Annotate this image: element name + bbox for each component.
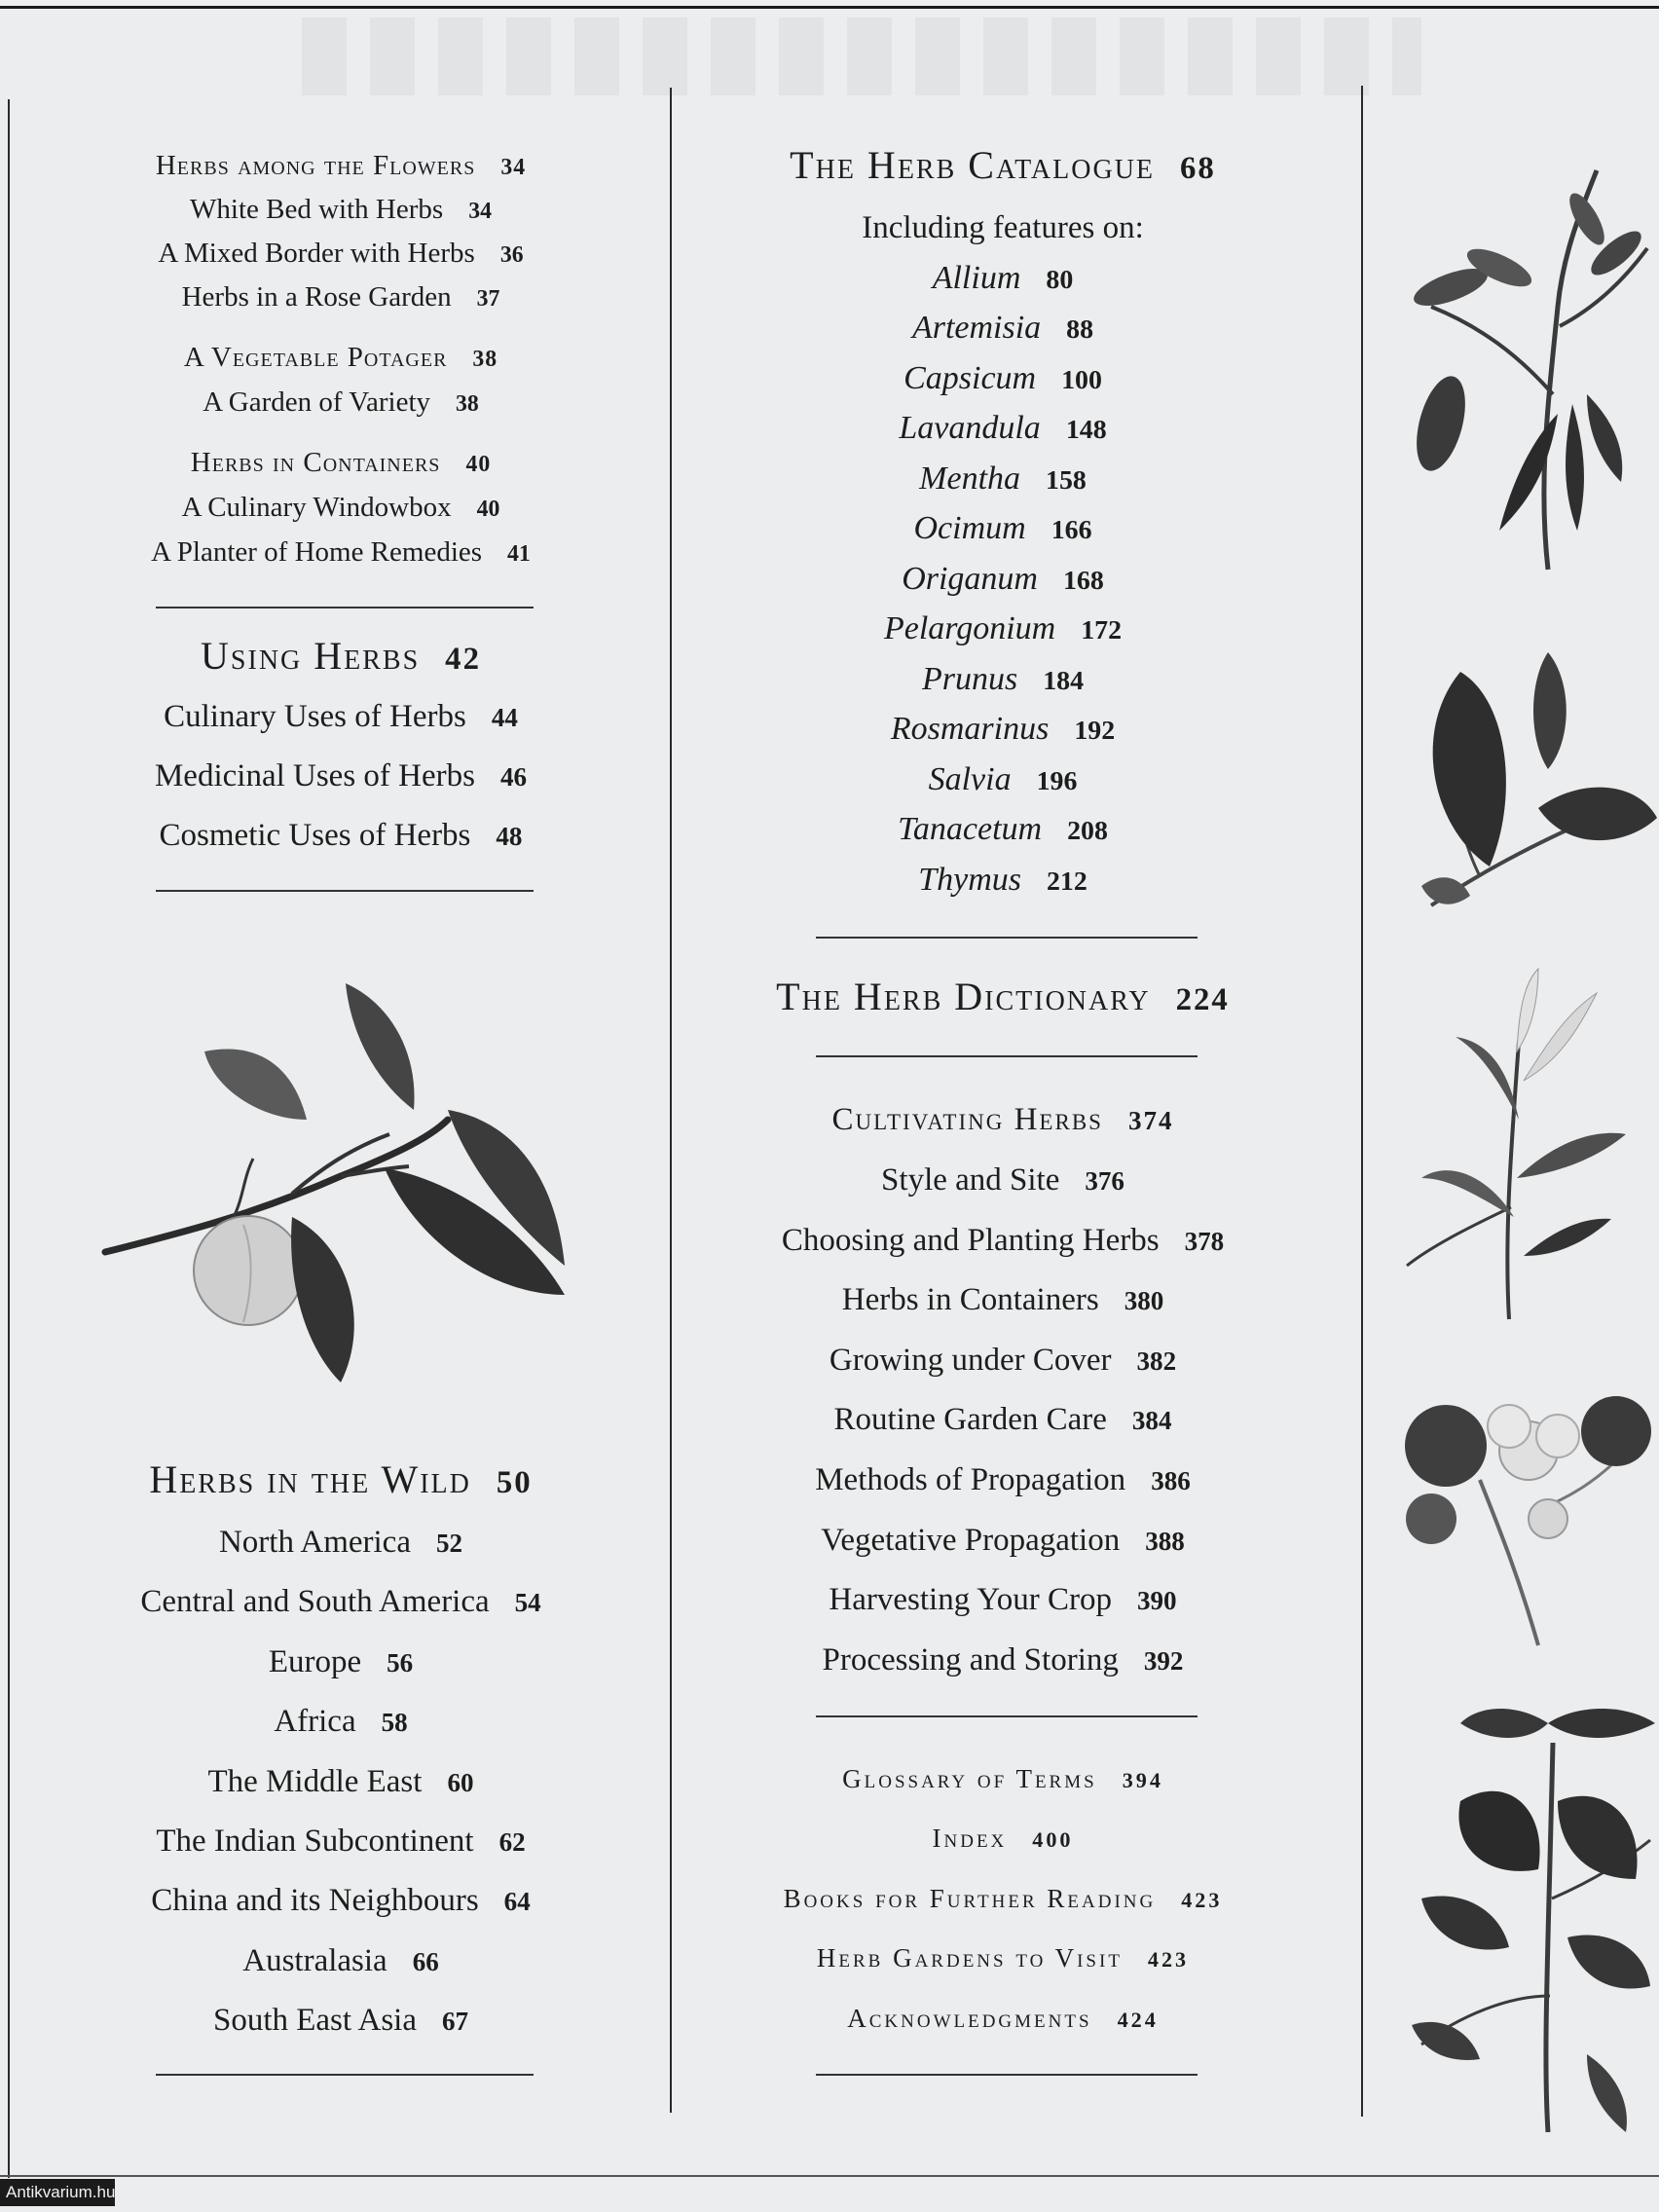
- feature-entry[interactable]: Rosmarinus 192: [890, 711, 1116, 747]
- toc-entry[interactable]: Choosing and Planting Herbs 378: [781, 1223, 1225, 1258]
- section-divider: [156, 890, 534, 892]
- toc-heading[interactable]: Herbs among the Flowers 34: [155, 150, 527, 181]
- toc-entry[interactable]: Cosmetic Uses of Herbs 48: [159, 818, 523, 853]
- toc-entry[interactable]: Australasia 66: [242, 1943, 439, 1978]
- peach-fruit-icon: [194, 1216, 303, 1325]
- column-divider-left: [670, 88, 672, 2113]
- section-divider: [156, 2074, 534, 2076]
- ghosted-heading-bleedthrough: [302, 18, 1421, 95]
- toc-entry[interactable]: Europe 56: [268, 1644, 414, 1679]
- toc-entry[interactable]: Medicinal Uses of Herbs 46: [154, 758, 528, 793]
- feature-entry[interactable]: Salvia 196: [928, 761, 1078, 797]
- bottom-border: [0, 2175, 1659, 2177]
- feature-entry[interactable]: Thymus 212: [918, 862, 1088, 898]
- toc-entry[interactable]: Herbs in Containers 380: [841, 1282, 1164, 1317]
- feature-entry[interactable]: Allium 80: [932, 260, 1074, 296]
- toc-entry[interactable]: Books for Further Reading 423: [783, 1884, 1223, 1913]
- feature-entry[interactable]: Ocimum 166: [913, 510, 1092, 546]
- feature-entry[interactable]: Tanacetum 208: [898, 811, 1108, 847]
- toc-heading[interactable]: A Vegetable Potager 38: [183, 342, 498, 373]
- feature-entry[interactable]: Artemisia 88: [911, 310, 1094, 346]
- toc-entry[interactable]: Glossary of Terms 394: [842, 1764, 1163, 1793]
- top-border: [0, 6, 1659, 9]
- watermark-logo: Antikvarium.hu: [0, 2179, 115, 2206]
- feature-entry[interactable]: Pelargonium 172: [883, 610, 1123, 646]
- toc-entry[interactable]: A Planter of Home Remedies 41: [151, 536, 531, 568]
- lily-illustration: [1402, 964, 1636, 1324]
- feature-entry[interactable]: Lavandula 148: [899, 410, 1107, 446]
- toc-heading[interactable]: Herbs in the Wild 50: [149, 1457, 533, 1501]
- toc-entry[interactable]: North America 52: [218, 1525, 463, 1560]
- toc-entry[interactable]: Methods of Propagation 386: [815, 1462, 1191, 1497]
- toc-heading[interactable]: Cultivating Herbs 374: [831, 1102, 1174, 1137]
- toc-entry[interactable]: Growing under Cover 382: [829, 1343, 1177, 1378]
- toc-entry[interactable]: The Indian Subcontinent 62: [156, 1824, 526, 1859]
- toc-entry[interactable]: Culinary Uses of Herbs 44: [164, 699, 518, 734]
- section-divider: [816, 1055, 1198, 1057]
- feature-entry[interactable]: Origanum 168: [902, 561, 1104, 597]
- peach-branch-illustration: [97, 974, 584, 1382]
- geranium-illustration: [1392, 1392, 1655, 1655]
- left-edge-rule: [8, 99, 10, 2178]
- section-divider: [156, 607, 534, 608]
- toc-heading[interactable]: The Herb Catalogue 68: [790, 143, 1216, 187]
- toc-entry[interactable]: Harvesting Your Crop 390: [829, 1582, 1177, 1617]
- toc-entry[interactable]: Routine Garden Care 384: [833, 1402, 1172, 1437]
- bay-leaf-illustration: [1402, 643, 1655, 925]
- toc-entry[interactable]: A Mixed Border with Herbs 36: [158, 238, 524, 269]
- toc-entry[interactable]: Processing and Storing 392: [822, 1642, 1184, 1677]
- toc-entry[interactable]: A Garden of Variety 38: [203, 387, 479, 418]
- toc-entry[interactable]: Style and Site 376: [881, 1162, 1124, 1198]
- toc-entry[interactable]: Acknowledgments 424: [847, 2004, 1159, 2033]
- toc-entry[interactable]: A Culinary Windowbox 40: [181, 492, 500, 523]
- catalogue-intro: Including features on:: [862, 210, 1144, 245]
- toc-entry[interactable]: Central and South America 54: [140, 1584, 541, 1619]
- capsicum-illustration: [1392, 161, 1655, 579]
- toc-entry[interactable]: Vegetative Propagation 388: [821, 1523, 1185, 1558]
- section-divider: [816, 1715, 1198, 1717]
- toc-heading[interactable]: Herbs in Containers 40: [190, 447, 492, 478]
- toc-heading[interactable]: The Herb Dictionary 224: [776, 975, 1230, 1018]
- feature-entry[interactable]: Prunus 184: [921, 661, 1085, 697]
- feature-entry[interactable]: Mentha 158: [919, 461, 1087, 497]
- toc-entry[interactable]: Herb Gardens to Visit 423: [816, 1943, 1190, 1972]
- section-divider: [816, 2074, 1198, 2076]
- basil-illustration: [1402, 1704, 1659, 2132]
- toc-entry[interactable]: Herbs in a Rose Garden 37: [181, 281, 500, 313]
- toc-entry[interactable]: Africa 58: [274, 1704, 408, 1739]
- feature-entry[interactable]: Capsicum 100: [903, 360, 1102, 396]
- toc-entry[interactable]: The Middle East 60: [207, 1764, 474, 1799]
- section-divider: [816, 937, 1198, 939]
- toc-entry[interactable]: South East Asia 67: [212, 2003, 469, 2038]
- column-divider-right: [1361, 86, 1363, 2117]
- toc-entry[interactable]: China and its Neighbours 64: [151, 1883, 531, 1918]
- toc-entry[interactable]: White Bed with Herbs 34: [190, 194, 492, 225]
- toc-entry[interactable]: Index 400: [932, 1824, 1074, 1853]
- toc-heading[interactable]: Using Herbs 42: [201, 634, 481, 678]
